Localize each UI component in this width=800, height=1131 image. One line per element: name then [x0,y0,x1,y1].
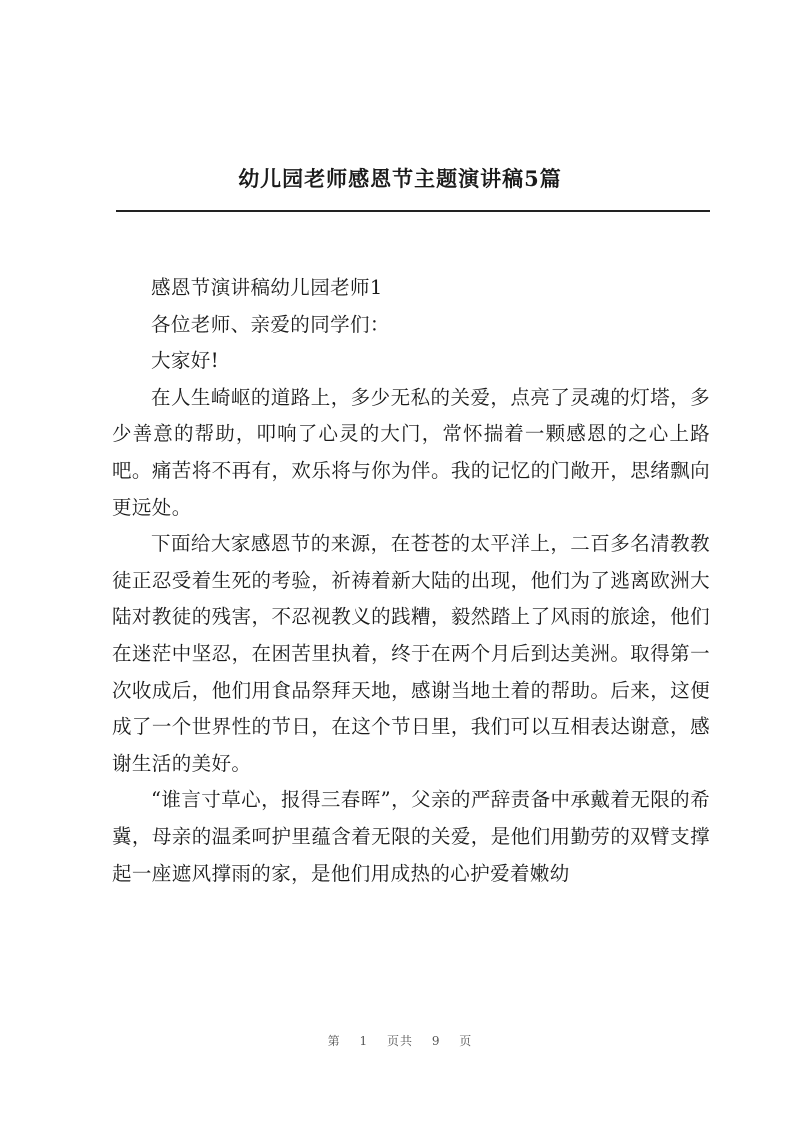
footer-total-pages: 9 [431,1034,441,1048]
salutation: 各位老师、亲爱的同学们： [151,312,390,336]
footer-current-page: 1 [359,1034,369,1048]
page-footer [0,1032,800,1049]
footer-middle: 页共 [386,1034,413,1048]
footer-prefix: 第 [327,1034,341,1048]
document-body [112,270,710,892]
greeting: 大家好! [151,349,219,373]
footer-suffix: 页 [459,1034,473,1048]
section-heading: 感恩节演讲稿幼儿园老师1 [151,276,383,299]
document-title: 幼儿园老师感恩节主题演讲稿5篇 [238,166,562,191]
title-underline [116,210,710,212]
body-paragraph: 下面给大家感恩节的来源，在苍苍的太平洋上，二百多名清教教徒正忍受着生死的考验，祈祷着新大陆的出现，他们为了逃离欧洲大陆对教徒的残害，不忍视教义的践糟，毅然踏上了风雨的旅途，他们在迷茫中坚忍，在困苦里执着，终于在两个月后到达美洲。取得第一次收成后，他们用食品祭拜天地，感谢当地土着的帮助。后来，这便成了一个世界性的节日，在这个节日里，我们可以互相表达谢意，感谢生活的美好。 [112,532,710,775]
body-paragraph: 在人生崎岖的道路上，多少无私的关爱，点亮了灵魂的灯塔，多少善意的帮助，叩响了心灵的大门，常怀揣着一颗感恩的之心上路吧。痛苦将不再有，欢乐将与你为伴。我的记忆的门敞开，思绪飘向更远处。 [112,385,710,519]
body-paragraph: “谁言寸草心，报得三春晖”，父亲的严辞责备中承戴着无限的希冀，母亲的温柔呵护里蕴含着无限的关爱，是他们用勤劳的双臂支撑起一座遮风撑雨的家，是他们用成热的心护爱着嫩幼 [112,788,710,885]
